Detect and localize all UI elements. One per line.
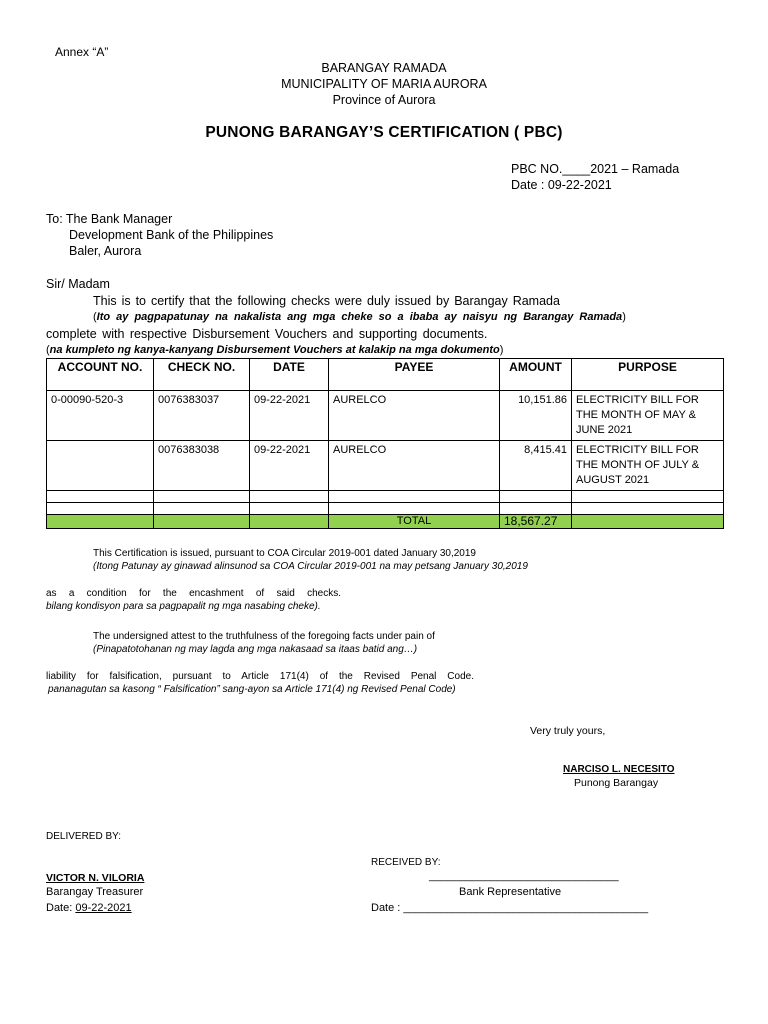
header-payee: PAYEE: [329, 359, 500, 391]
delivered-date: Date: 09-22-2021: [46, 902, 132, 914]
cell-account: [47, 441, 154, 491]
table-header-row: [47, 359, 724, 391]
cell-date: 09-22-2021: [250, 391, 329, 441]
delivered-label: DELIVERED BY:: [46, 831, 122, 842]
annex-label: Annex “A”: [55, 45, 109, 59]
signatory-title: Punong Barangay: [574, 777, 659, 789]
total-label: TOTAL: [329, 515, 500, 529]
cell-account: 0-00090-520-3: [47, 391, 154, 441]
cert-p3-translation: (Pinapatotohanan ng may lagda ang mga nakasaad sa itaas batid ang…): [93, 644, 418, 655]
province-name: Province of Aurora: [332, 93, 436, 107]
body-line-1: This is to certify that the following checks were duly issued by Barangay Ramada: [93, 294, 560, 308]
header-amount: AMOUNT: [500, 359, 572, 391]
cell-check: 0076383037: [154, 391, 250, 441]
cell-date: 09-22-2021: [250, 441, 329, 491]
header-check-no: CHECK NO.: [154, 359, 250, 391]
checks-table: [46, 358, 724, 529]
addressee-location: Baler, Aurora: [69, 244, 142, 258]
addressee-bank: Development Bank of the Philippines: [69, 228, 274, 242]
cell-check: 0076383038: [154, 441, 250, 491]
body-line-2-translation: (na kumpleto ng kanya-kanyang Disbursement Vouchers at kalakip na mga dokumento): [46, 344, 504, 356]
cert-p4: liability for falsification, pursuant to Article 171(4) of the Revised Penal Code.: [46, 671, 474, 682]
body-line-1-translation: (Ito ay pagpapatunay na nakalista ang mga cheke so a ibaba ay naisyu ng Barangay Ramada): [93, 311, 626, 323]
cert-p1: This Certification is issued, pursuant to COA Circular 2019-001 dated January 30,2019: [93, 548, 476, 559]
delivered-date-value: 09-22-2021: [75, 902, 132, 914]
table-row: [47, 391, 724, 441]
cell-payee: AURELCO: [329, 391, 500, 441]
table-row: [47, 441, 724, 491]
header-date: DATE: [250, 359, 329, 391]
municipality-name: MUNICIPALITY OF MARIA AURORA: [281, 77, 487, 91]
treasurer-name: VICTOR N. VILORIA: [46, 872, 145, 884]
cell-payee: AURELCO: [329, 441, 500, 491]
header-purpose: PURPOSE: [572, 359, 724, 391]
cell-purpose: ELECTRICITY BILL FOR THE MONTH OF MAY & JUNE 2021: [572, 391, 724, 441]
table-row-empty: [47, 491, 724, 503]
table-total-row: [47, 515, 724, 529]
bank-representative-label: Bank Representative: [459, 886, 562, 898]
cert-p2-translation: bilang kondisyon para sa pagpapalit ng mga nasabing cheke).: [46, 601, 321, 612]
salutation: Sir/ Madam: [46, 277, 110, 291]
body-line-2: complete with respective Disbursement Vouchers and supporting documents.: [46, 327, 488, 341]
header-account-no: ACCOUNT NO.: [47, 359, 154, 391]
cert-p3: The undersigned attest to the truthfulness of the foregoing facts under pain of: [93, 631, 435, 642]
received-label: RECEIVED BY:: [371, 857, 441, 868]
pbc-number: PBC NO.____2021 – Ramada: [511, 162, 680, 176]
addressee-to: To: The Bank Manager: [46, 212, 173, 226]
barangay-name: BARANGAY RAMADA: [321, 61, 447, 75]
received-signature-line: _______________________________: [429, 870, 619, 882]
cell-purpose: ELECTRICITY BILL FOR THE MONTH OF JULY & AUGUST 2021: [572, 441, 724, 491]
cell-amount: 10,151.86: [500, 391, 572, 441]
cert-p4-translation: pananagutan sa kasong “ Falsification” sang-ayon sa Article 171(4) ng Revised Penal Code): [48, 684, 456, 695]
total-amount: 18,567.27: [500, 515, 572, 529]
cert-p1-translation: (Itong Patunay ay ginawad alinsunod sa COA Circular 2019-001 na may petsang January 30,2019: [93, 561, 528, 572]
pbc-date: Date : 09-22-2021: [511, 178, 612, 192]
cell-amount: 8,415.41: [500, 441, 572, 491]
received-date: Date : ________________________________________: [371, 902, 649, 914]
table-row-empty: [47, 503, 724, 515]
received-date-line: ________________________________________: [403, 902, 649, 914]
document-title: PUNONG BARANGAY’S CERTIFICATION ( PBC): [205, 124, 563, 141]
cert-p2: as a condition for the encashment of said checks.: [46, 588, 341, 599]
closing-very-truly: Very truly yours,: [530, 725, 606, 737]
signatory-name: NARCISO L. NECESITO: [563, 764, 675, 775]
treasurer-position: Barangay Treasurer: [46, 886, 144, 898]
